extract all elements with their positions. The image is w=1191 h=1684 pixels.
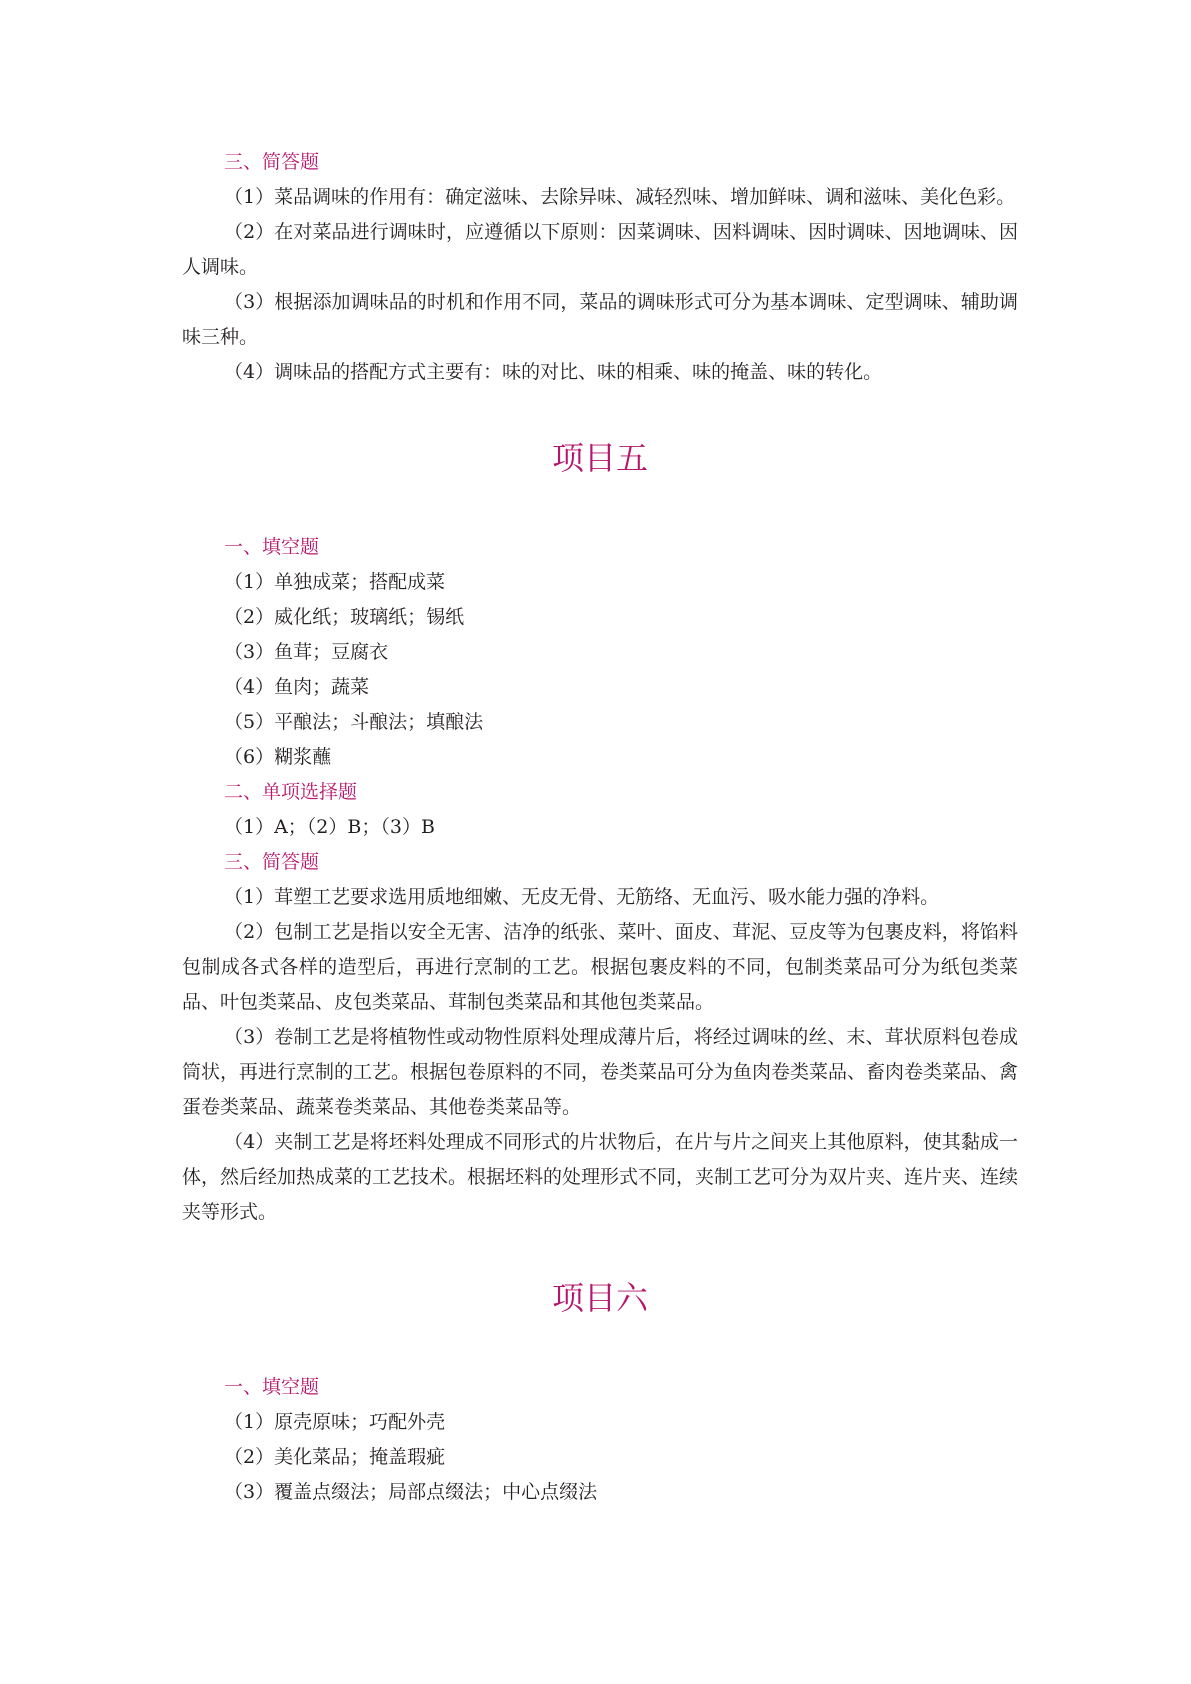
fill-blank-answer: （2）威化纸；玻璃纸；锡纸 [224,606,465,628]
answer-paragraph: （1）茸塑工艺要求选用质地细嫩、无皮无骨、无筋络、无血污、吸水能力强的净料。 [224,886,940,908]
answer-paragraph: （2）在对菜品进行调味时，应遵循以下原则：因菜调味、因料调味、因时调味、因地调味、因人调味。 [182,221,1018,278]
project-title: 项目六 [551,1279,648,1317]
single-choice-heading: 二、单项选择题 [224,781,358,803]
fill-blank-answer: （1）原壳原味；巧配外壳 [224,1411,446,1433]
single-choice-answer: （1）A；（2）B；（3）B [224,816,435,838]
fill-blank-answer: （3）鱼茸；豆腐衣 [224,641,389,663]
fill-blank-answer: （5）平酿法；斗酿法；填酿法 [224,711,484,733]
answer-paragraph: （3）卷制工艺是将植物性或动物性原料处理成薄片后，将经过调味的丝、末、茸状原料包卷成筒状，再进行烹制的工艺。根据包卷原料的不同，卷类菜品可分为鱼肉卷类菜品、畜肉卷类菜品、禽蛋卷类菜品、蔬菜卷类菜品、其他卷类菜品等。 [182,1026,1019,1118]
fill-blank-answer: （4）鱼肉；蔬菜 [224,676,370,698]
page-content [182,145,1018,1510]
fill-blank-answer: （2）美化菜品；掩盖瑕疵 [224,1446,446,1468]
fill-blank-answer: （1）单独成菜；搭配成菜 [224,571,446,593]
fill-blank-heading: 一、填空题 [224,1376,320,1398]
fill-blank-heading: 一、填空题 [224,536,320,558]
short-answer-heading: 三、简答题 [224,151,320,173]
answer-paragraph: （2）包制工艺是指以安全无害、洁净的纸张、菜叶、面皮、茸泥、豆皮等为包裹皮料，将馅料包制成各式各样的造型后，再进行烹制的工艺。根据包裹皮料的不同，包制类菜品可分为纸包类菜品、叶包类菜品、皮包类菜品、茸制包类菜品和其他包类菜品。 [182,921,1018,1013]
answer-paragraph: （4）调味品的搭配方式主要有：味的对比、味的相乘、味的掩盖、味的转化。 [224,361,883,383]
answer-paragraph: （4）夹制工艺是将坯料处理成不同形式的片状物后，在片与片之间夹上其他原料，使其黏成一体，然后经加热成菜的工艺技术。根据坯料的处理形式不同，夹制工艺可分为双片夹、连片夹、连续夹等形式。 [182,1131,1019,1223]
fill-blank-answer: （6）糊浆蘸 [224,746,332,768]
answer-paragraph: （3）根据添加调味品的时机和作用不同，菜品的调味形式可分为基本调味、定型调味、辅助调味三种。 [182,291,1018,348]
fill-blank-answer: （3）覆盖点缀法；局部点缀法；中心点缀法 [224,1481,598,1503]
answer-paragraph: （1）菜品调味的作用有：确定滋味、去除异味、减轻烈味、增加鲜味、调和滋味、美化色彩。 [224,186,1016,208]
short-answer-heading: 三、简答题 [224,851,320,873]
project-title: 项目五 [551,439,648,477]
